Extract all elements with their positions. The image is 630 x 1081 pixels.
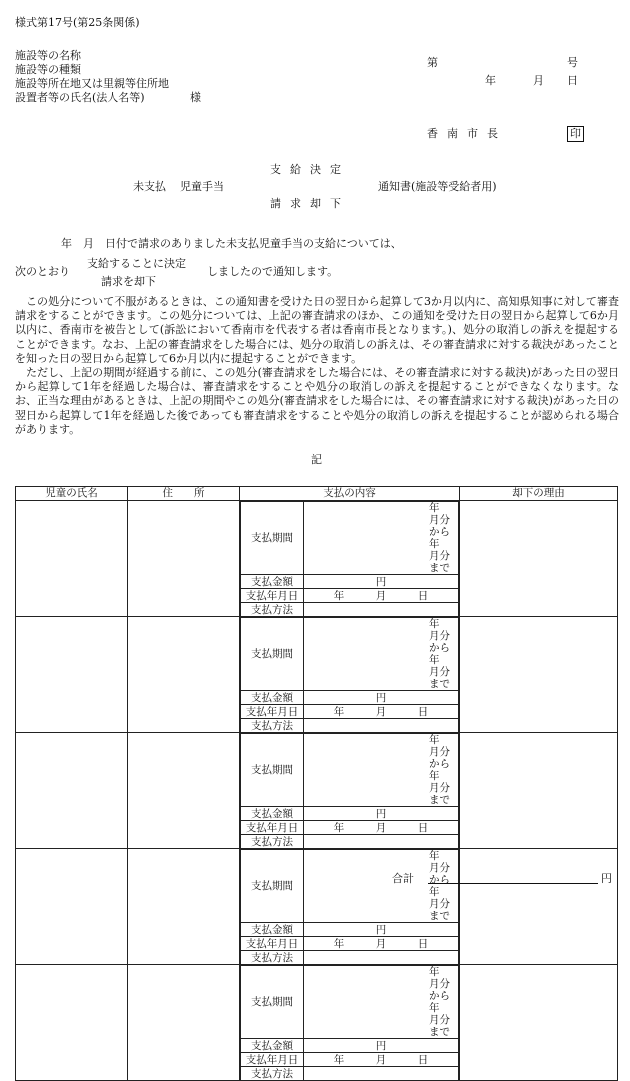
value-amount[interactable]: 円 <box>304 923 459 937</box>
label-method: 支払方法 <box>241 603 304 617</box>
payment-content-cell <box>240 965 460 1081</box>
body-line-2-suffix: しましたので通知します。 <box>207 265 339 278</box>
child-name-cell[interactable] <box>16 733 128 849</box>
label-amount: 支払金額 <box>241 575 304 589</box>
facility-address-label: 施設等所在地又は里親等住所地 <box>15 77 169 90</box>
label-method: 支払方法 <box>241 835 304 849</box>
payment-content-cell <box>240 617 460 733</box>
table-row <box>16 965 618 1081</box>
value-method[interactable] <box>304 951 459 965</box>
value-amount[interactable]: 円 <box>304 807 459 821</box>
value-method[interactable] <box>304 603 459 617</box>
value-method[interactable] <box>304 835 459 849</box>
payment-content-cell <box>240 733 460 849</box>
value-amount[interactable]: 円 <box>304 691 459 705</box>
body-line-1: 年 月 日付で請求のありました未支払児童手当の支給については、 <box>61 237 402 250</box>
value-method[interactable] <box>304 1067 459 1081</box>
label-method: 支払方法 <box>241 951 304 965</box>
child-name-cell[interactable] <box>16 965 128 1081</box>
value-amount[interactable]: 円 <box>304 1039 459 1053</box>
header-payment-content: 支払の内容 <box>240 487 460 501</box>
reject-reason-cell[interactable] <box>460 617 618 733</box>
total-yen: 円 <box>601 872 612 885</box>
value-period[interactable]: 年 月分から 年 月分まで <box>304 966 459 1039</box>
doc-number-prefix: 第 <box>427 56 438 69</box>
seal-mark: 印 <box>567 126 584 142</box>
label-period: 支払期間 <box>241 618 304 691</box>
child-name-cell[interactable] <box>16 501 128 617</box>
label-amount: 支払金額 <box>241 923 304 937</box>
body-option-reject: 請求を却下 <box>101 275 156 288</box>
label-period: 支払期間 <box>241 502 304 575</box>
header-reject-reason: 却下の理由 <box>460 487 618 501</box>
value-period[interactable]: 年 月分から 年 月分まで <box>304 850 459 923</box>
appeal-notice-paragraph-2: ただし、上記の期間が経過する前に、この処分(審査請求をした場合には、その審査請求に対する裁決)があった日の翌日から起算して1年を経過した場合は、審査請求をすることや処分の取消しの訴えを提起することができなくなります。なお、正当な理由があるときは、上記の期間やこの処分(審査請求をした場合には、その審査請求に対する裁決)があった日の翌日から起算して1年を経過した後であっても審査請求をすることや処分の取消しの訴えを提起することが認められる場合があります。 <box>15 366 619 436</box>
issue-date-month: 月 <box>533 74 544 87</box>
value-date[interactable]: 年 月 日 <box>304 589 459 603</box>
reject-reason-cell[interactable] <box>460 733 618 849</box>
label-amount: 支払金額 <box>241 1039 304 1053</box>
title-unpaid: 未支払 <box>133 180 166 193</box>
value-method[interactable] <box>304 719 459 733</box>
label-period: 支払期間 <box>241 966 304 1039</box>
label-amount: 支払金額 <box>241 807 304 821</box>
issuer-mayor: 香南市長 <box>427 127 507 140</box>
total-label: 合計 <box>392 872 414 885</box>
table-row <box>16 733 618 849</box>
address-cell[interactable] <box>128 501 240 617</box>
founder-name-label: 設置者等の氏名(法人名等) <box>15 91 145 104</box>
address-cell[interactable] <box>128 849 240 965</box>
title-child-allowance: 児童手当 <box>180 180 224 193</box>
table-row <box>16 501 618 617</box>
table-row <box>16 849 618 965</box>
value-date[interactable]: 年 月 日 <box>304 937 459 951</box>
issue-date-day: 日 <box>567 74 578 87</box>
header-child-name: 児童の氏名 <box>16 487 128 501</box>
address-cell[interactable] <box>128 733 240 849</box>
title-grant: 支給決定 <box>270 163 350 176</box>
payment-content-cell <box>240 849 460 965</box>
total-amount-field[interactable] <box>428 883 598 884</box>
label-date: 支払年月日 <box>241 589 304 603</box>
payment-table <box>15 486 618 1081</box>
appeal-notice-paragraph-1: この処分について不服があるときは、この通知書を受けた日の翌日から起算して3か月以内に、高知県知事に対して審査請求をすることができます。この処分については、上記の審査請求のほか、この通知を受けた日の翌日から起算して6か月以内に、香南市を被告として(訴訟において香南市を代表する者は香南市長となります。)、処分の取消しの訴えを提起することができます。なお、上記の審査請求をした場合には、処分の取消しの訴えは、その審査請求に対する裁決があったことを知った日の翌日から起算して6か月以内に提起することができます。 <box>15 295 620 365</box>
facility-name-label: 施設等の名称 <box>15 49 81 62</box>
reject-reason-cell[interactable] <box>460 965 618 1081</box>
label-date: 支払年月日 <box>241 937 304 951</box>
label-period: 支払期間 <box>241 734 304 807</box>
label-amount: 支払金額 <box>241 691 304 705</box>
label-period: 支払期間 <box>241 850 304 923</box>
table-row <box>16 617 618 733</box>
doc-number-suffix: 号 <box>567 56 578 69</box>
table-header-row <box>16 487 618 501</box>
label-date: 支払年月日 <box>241 705 304 719</box>
body-option-grant: 支給することに決定 <box>87 257 186 270</box>
title-reject: 請求却下 <box>270 197 350 210</box>
label-date: 支払年月日 <box>241 821 304 835</box>
reject-reason-cell[interactable] <box>460 501 618 617</box>
reject-reason-cell[interactable] <box>460 849 618 965</box>
header-address: 住 所 <box>128 487 240 501</box>
form-number: 様式第17号(第25条関係) <box>15 16 140 29</box>
value-date[interactable]: 年 月 日 <box>304 821 459 835</box>
label-method: 支払方法 <box>241 1067 304 1081</box>
ki-mark: 記 <box>311 453 322 466</box>
appeal-notice <box>15 295 619 437</box>
value-date[interactable]: 年 月 日 <box>304 705 459 719</box>
value-amount[interactable]: 円 <box>304 575 459 589</box>
address-cell[interactable] <box>128 617 240 733</box>
title-notice: 通知書(施設等受給者用) <box>378 180 497 193</box>
value-period[interactable]: 年 月分から 年 月分まで <box>304 618 459 691</box>
value-period[interactable]: 年 月分から 年 月分まで <box>304 502 459 575</box>
address-cell[interactable] <box>128 965 240 1081</box>
label-date: 支払年月日 <box>241 1053 304 1067</box>
value-date[interactable]: 年 月 日 <box>304 1053 459 1067</box>
value-period[interactable]: 年 月分から 年 月分まで <box>304 734 459 807</box>
body-line-2-prefix: 次のとおり <box>15 265 70 278</box>
child-name-cell[interactable] <box>16 617 128 733</box>
issue-date-year: 年 <box>485 74 496 87</box>
payment-content-cell <box>240 501 460 617</box>
honorific: 様 <box>190 91 201 104</box>
facility-type-label: 施設等の種類 <box>15 63 81 76</box>
label-method: 支払方法 <box>241 719 304 733</box>
child-name-cell[interactable] <box>16 849 128 965</box>
